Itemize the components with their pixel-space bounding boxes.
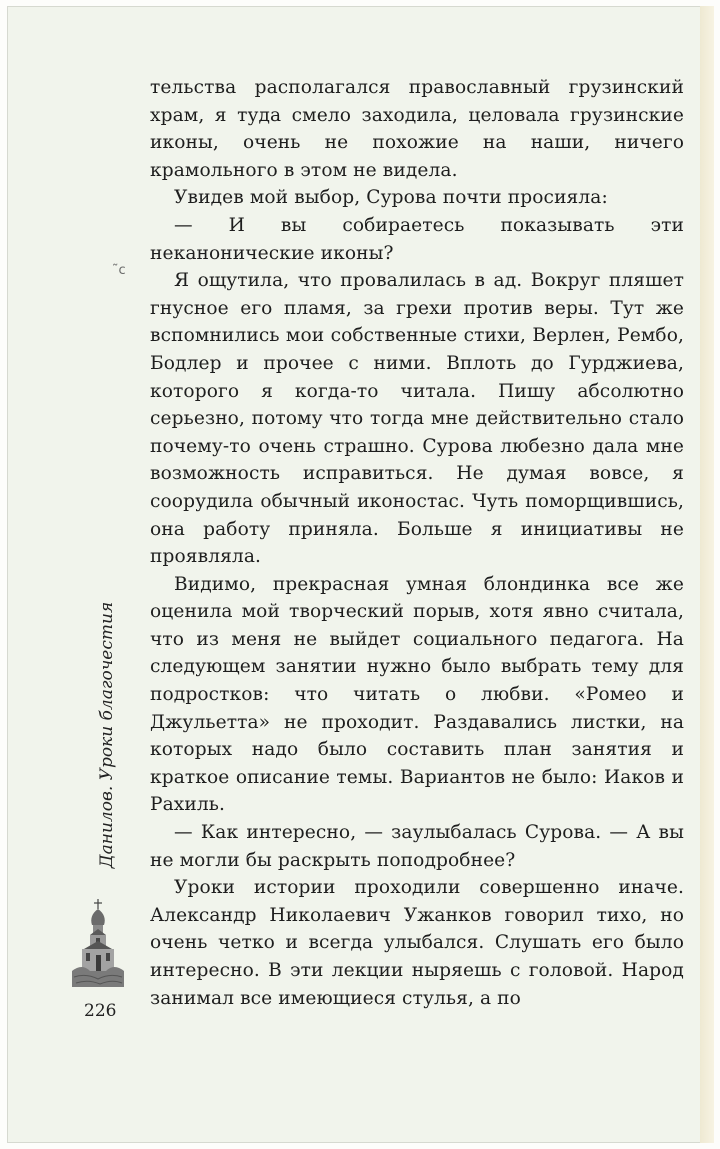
paragraph: тельства располагался православный грузинский храм, я туда смело заходила, целовала грузинские иконы, очень не похожие на наши, ничего крамольного в этом не видела. [150,77,684,181]
running-title [98,590,116,880]
page-number: 226 [84,1001,117,1021]
paragraph: — Как интересно, — заулыбалась Сурова. — А вы не могли бы раскрыть поподробнее? [150,822,684,871]
page-edge [700,6,714,1143]
body-text [150,74,684,1012]
paragraph: Уроки истории проходили совершенно иначе. Александр Николаевич Ужанков говорил тихо, но очень четко и всегда улыбался. Слушать его было интересно. В эти лекции ныряешь с головой. Народ занимал все имеющиеся стулья, а по [150,877,684,1009]
margin-mark: ˜ϲ [112,263,126,278]
paragraph: Видимо, прекрасная умная блондинка все же оценила мой творческий порыв, хотя явно считала, что из меня не выйдет социального педагога. На следующем занятии нужно было выбрать тему для подростков: что читать о любви. «Ромео и Джульетта» не проходит. Раздавались листки, на которых надо было составить план занятия и краткое описание темы. Вариантов не было: Иаков и Рахиль. [150,573,684,816]
church-icon [72,897,124,987]
running-title-text: Данилов. Уроки благочестия [97,601,118,869]
paragraph: Увидев мой выбор, Сурова почти просияла: [174,187,608,209]
paragraph: Я ощутила, что провалилась в ад. Вокруг пляшет гнусное его пламя, за грехи против веры. Тут же вспомнились мои собственные стихи, Верлен, Рембо, Бодлер и прочее с ними. Вплоть до Гурджиева, которого я когда-то читала. Пишу абсолютно серьезно, потому что тогда мне действительно стало почему-то очень страшно. Сурова любезно дала мне возможность исправиться. Не думая вовсе, я соорудила обычный иконостас. Чуть поморщившись, она работу приняла. Больше я инициативы не проявляла. [150,270,684,568]
paragraph: — И вы собираетесь показывать эти неканонические иконы? [150,214,684,264]
